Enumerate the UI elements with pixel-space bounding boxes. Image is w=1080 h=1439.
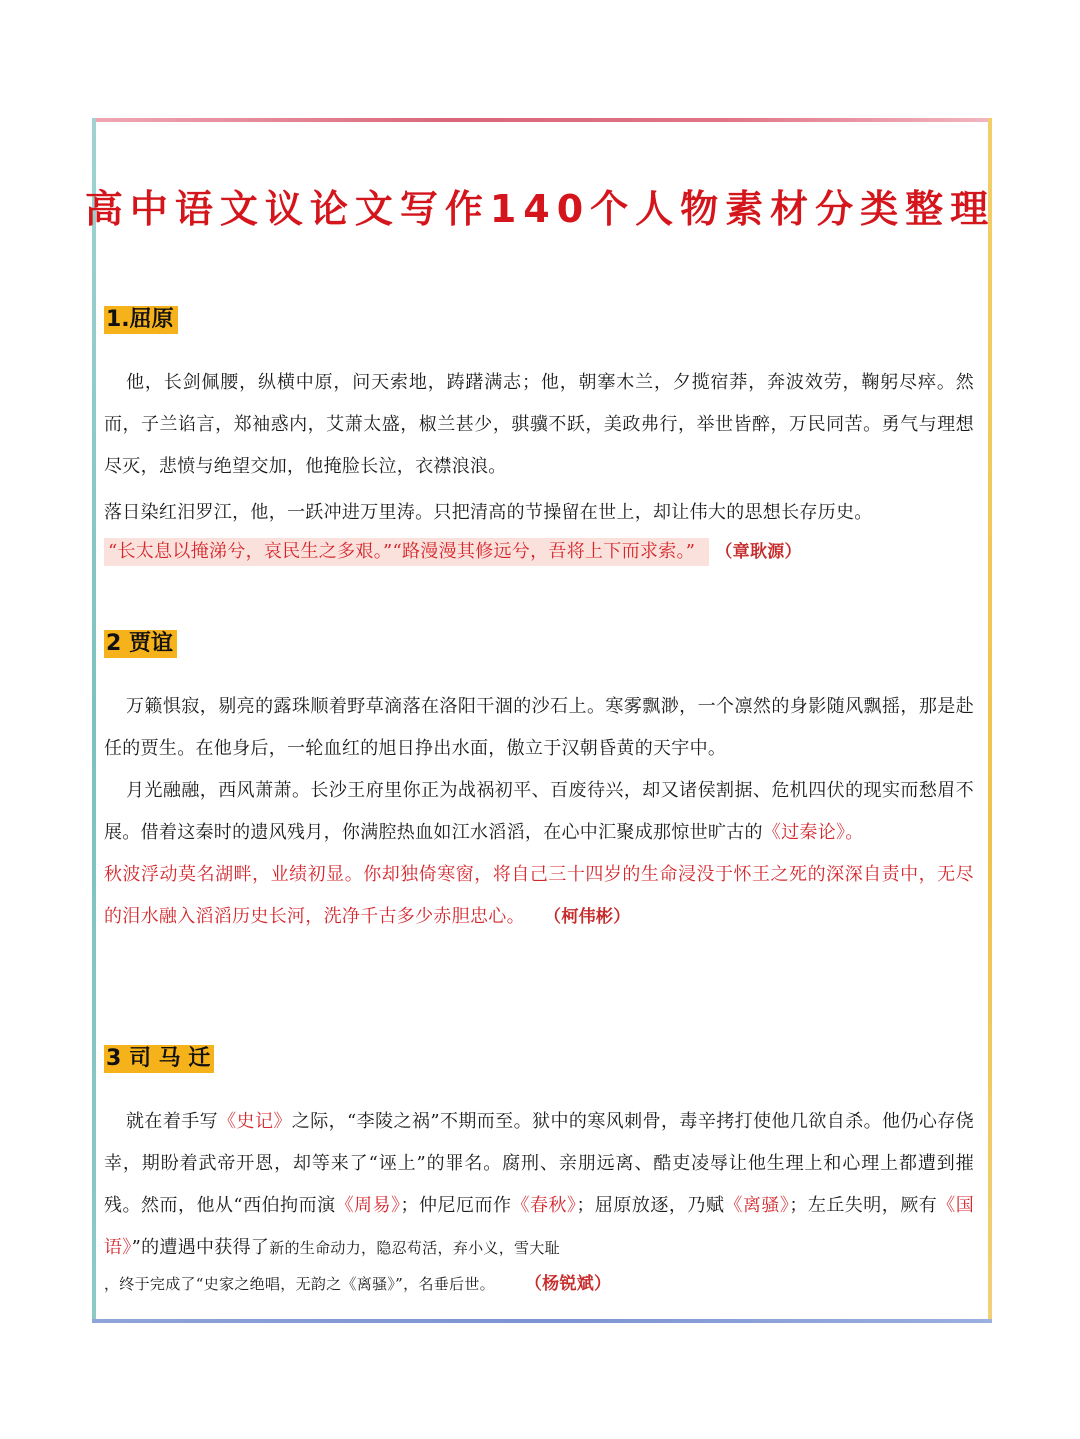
section-paragraph: 落日染红汨罗江，他，一跃冲进万里涛。只把清高的节操留在世上，却让伟大的思想长存历史。 [104, 502, 873, 523]
quote-line [104, 534, 974, 570]
section-paragraph-highlight [104, 854, 974, 938]
section-paragraph [104, 770, 974, 854]
frame-bottom-border [92, 1319, 992, 1323]
section-heading: 1.屈原 [104, 306, 178, 334]
paragraph-text: 月光融融，西风萧萧。长沙王府里你正为战祸初平、百废待兴，却又诸侯割据、危机四伏的现实而愁眉不展。借着这秦时的遗风残月，你满腔热血如江水滔滔，在心中汇聚成那惊世旷古的 [104, 780, 974, 843]
paragraph-text: ，终于完成了“史家之绝唱，无韵之《离骚》”，名垂后世。 [104, 1275, 488, 1293]
section-paragraph: 他，长剑佩腰，纵横中原，问天索地，踌躇满志；他，朝搴木兰，夕揽宿莽，奔波效劳，鞠躬尽瘁。然而，子兰谄言，郑袖惑内，艾萧太盛，椒兰甚少，骐骥不跃，美政弗行，举世皆醉，万民同苦。勇气与理想尽灭，悲愤与绝望交加，他掩脸长泣，衣襟浪浪。 [104, 372, 974, 477]
frame-top-border [92, 118, 992, 122]
book-title: 《离骚》 [724, 1195, 790, 1216]
paragraph-text: ”的遭遇中获得了 [131, 1237, 270, 1258]
author-credit: （杨锐斌） [533, 1274, 612, 1294]
paragraph-text: 新的生命动力，隐忍苟活，弃小义，雪大耻 [269, 1239, 560, 1257]
section-paragraph [104, 1101, 974, 1269]
book-title: 《春秋》 [511, 1195, 577, 1216]
page-title: 高中语文议论文写作140个人物素材分类整理 [84, 187, 996, 231]
author-credit: （章耿源） [715, 542, 802, 562]
section-heading: 3 司 马 迁 [104, 1045, 214, 1073]
section-heading: 2 贾谊 [104, 630, 177, 658]
paragraph-text: ；仲尼厄而作 [400, 1195, 512, 1216]
frame-right-border [988, 118, 992, 1323]
section-paragraph [104, 1269, 974, 1299]
book-title: 《周易》 [335, 1195, 401, 1216]
quote-text: “长太息以掩涕兮，哀民生之多艰。”“路漫漫其修远兮，吾将上下而求索。” [104, 538, 709, 566]
section-paragraph: 万籁惧寂，剔亮的露珠顺着野草滴落在洛阳干涸的沙石上。寒雾飘渺，一个凛然的身影随风飘摇，那是赴任的贾生。在他身后，一轮血红的旭日挣出水面，傲立于汉朝昏黄的天宇中。 [104, 696, 974, 759]
book-title: 《国语》 [104, 1195, 975, 1258]
author-credit: （柯伟彬） [552, 907, 631, 927]
book-title: 《过秦论》。 [762, 822, 864, 843]
section-simaqian [104, 1045, 974, 1299]
section-jiayi [104, 630, 974, 938]
paragraph-text: 就在着手写 [126, 1111, 219, 1132]
paragraph-text: ；屈原放逐，乃赋 [576, 1195, 725, 1216]
frame-left-border [92, 118, 96, 1323]
paragraph-text: 之际，“李陵之祸”不期而至。狱中的寒风刺骨，毒辛拷打使他几欲自杀。他仍心存侥幸，期盼着武帝开恩，却等来了“诬上”的罪名。腐刑、亲朋远离、酷吏凌辱让他生理上和心理上都遭到摧残。然而，他从“西伯拘而演 [104, 1111, 975, 1216]
book-title: 《史记》 [218, 1111, 292, 1132]
paragraph-text: ；左丘失明，厥有 [789, 1195, 938, 1216]
section-quyuan [104, 306, 974, 570]
paragraph-text: 秋波浮动莫名湖畔，业绩初显。你却独倚寒窗，将自己三十四岁的生命浸没于怀王之死的深深自责中，无尽的泪水融入滔滔历史长河，洗净千古多少赤胆忠心。 [104, 864, 974, 927]
